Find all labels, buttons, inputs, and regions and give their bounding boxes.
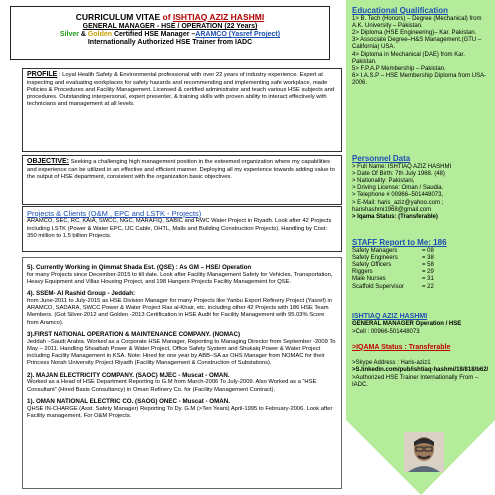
staff-row (352, 269, 490, 276)
education-heading: Educational Qualification (352, 6, 449, 15)
experience-body: Jeddah –Saudi Arabia. Worked as a Corporate HSE Manager, Reporting to Managing Director from September -2009 To May – 2011. Handling Shoaibah Power & Water Project, Office Safety System and Shukaiq Power & Water Project including Facility Management in KSA. Note: Hired for one year by ABB–SA as OHS Manager from NOMAC for their Princess Norah University Project Riyadh (Facility Management & Construction of Substations). (27, 338, 336, 367)
experience-title: 5). Currently Working in Qimmat Shada Est. (QSE) : As GM – HSE/ Operation (27, 264, 252, 271)
cert-amp: & (80, 31, 88, 38)
experience-title: 2). MAJAN ELECTRICITY COMPANY. (SAOC) MJEC - Muscat - OMAN. (27, 371, 230, 379)
education-section (352, 6, 490, 87)
staff-row (352, 262, 490, 269)
personal-item: > Telephone # 00966–501448073, (352, 192, 444, 199)
objective-heading: OBJECTIVE: (27, 158, 70, 165)
job-title: GENERAL MANAGER - HSE / OPERATION (22 Years) (82, 23, 258, 30)
candidate-name: ISHTIAQ AZIZ HASHMI (172, 12, 265, 22)
trainer-note: >Authorized HSE Trainer Internationally From – IADC. (352, 374, 479, 388)
staff-role: Male Nurses (352, 276, 386, 283)
profile-heading: PROFILE (27, 71, 58, 78)
personal-section (352, 154, 490, 221)
profile-text: : Loyal Health Safety & Environmental professional with over 22 years of industry experience. Expert at inspecting and evaluating workplaces for safety hazards and recommending and implementing safe workplace, made Policies & Procedures and Facility Management. Licensed & certified administrator and teach various HSE subjects and procedures. Outstanding interpersonal, expert presenter, & training skills with proven ability to interact effectively with technicians and management at all levels. (27, 72, 335, 108)
education-item: 2> Diploma (HSE Engineering)– Kar. Pakistan. (352, 29, 477, 36)
cert-silver: Silver (59, 31, 81, 38)
staff-count: = 31 (422, 276, 434, 283)
experience-item (27, 331, 337, 368)
cert-text: Certified HSE Manager – (113, 31, 196, 38)
email-link[interactable]: harishashmi1968@gmail.com (352, 206, 432, 213)
contact-name: ISHTIAQ AZIZ HASHMI (352, 313, 428, 320)
staff-role: Safety Engineers (352, 254, 398, 261)
staff-section (352, 238, 490, 291)
personal-item: > Date Of Birth: 7th July 1968. (48) (352, 170, 445, 177)
experience-body: QHSE IN-CHARGE (Asst. Safety Manager) Reporting To Dy. G.M (>Ten Years) April-1995 to February-2006. Look after Facility management. For O&M Projects. (27, 405, 333, 419)
experience-body: for many Projects since December-2015 to till date. Look after Facility Management Safety for Vehicles, Transportation, Heavy Equipment and Villas Housing Project, and 198 Hangers Projects Facility Management for QSE. (27, 271, 333, 285)
trainer-line: Internationally Authorized HSE Trainer from IADC (87, 39, 253, 46)
staff-role: Scaffold Supervisor (352, 283, 404, 290)
staff-row (352, 255, 490, 262)
staff-count: = 58 (422, 261, 434, 268)
staff-row (352, 284, 490, 291)
staff-row (352, 276, 490, 283)
experience-item (27, 372, 337, 394)
profile-section (22, 68, 342, 152)
cert-project: ARAMCO (Yasref Project) (195, 31, 281, 38)
staff-role: Safety Managers (352, 247, 398, 254)
staff-row (352, 248, 490, 255)
staff-count: = 38 (422, 254, 434, 261)
staff-role: Riggers (352, 269, 373, 276)
staff-count: = 22 (422, 283, 434, 290)
experience-title: 1). OMAN NATIONAL ELECTRIC CO. (SAOG) ONEC - Muscat - OMAN. (27, 397, 230, 405)
projects-text: ARAMCO, SEC, RC, KAIA, SWCC, NGC, MARAFIQ, SABIC and RWC Water Project in Riyadh. Look after 42 Projects including LSTK (Power & Water EPC, IJC Cable, OHTL, Malls and Building Construction Projects). Handling by Cost: 350 million to 1.5 billion Projects. (27, 218, 332, 239)
certification-line (11, 31, 329, 38)
skype-address: >Skype Address : Haris-aziz1 (352, 360, 431, 367)
experience-item (27, 398, 337, 420)
education-item: 4> Diploma in Mechanical (DAE) from Kar. Pakistan. (352, 51, 465, 65)
title-of: of (162, 12, 173, 22)
objective-section (22, 155, 342, 205)
title-prefix: CURRICULUM VITAE (75, 12, 163, 22)
education-item: 6> I.A.S.P – HSE Membership Diploma from USA-2006. (352, 73, 487, 87)
cert-golden: Golden (87, 31, 114, 38)
projects-section (22, 206, 342, 252)
profile-photo (404, 432, 444, 472)
personal-item: > Iqama Status: (Transferable) (352, 213, 438, 220)
experience-item (27, 290, 337, 327)
objective-text: Seeking a challenging high management position in the esteemed organization where my capabilities and experience can be utilized in an effective and efficient manner. Deploying all my experience towards adding value to the output of HSE department, consistent with the organization basic objectives. (27, 159, 335, 180)
email-link[interactable]: > E-Mail: haris_aziz@yahoo.com ; (352, 199, 444, 206)
sidebar-column (346, 0, 495, 495)
projects-heading: Projects & Clients (O&M , EPC and LSTK - Projects) (27, 209, 202, 218)
personal-item: > Full Name: ISHTIAQ AZIZ HASHMI (352, 163, 452, 170)
staff-count: = 08 (422, 247, 434, 254)
experience-section (22, 257, 342, 489)
education-item: 5> F.P.A.P Membership – Pakistan. (352, 65, 446, 72)
personal-item: > Nationality: Pakistani, (352, 177, 415, 184)
contact-section (352, 313, 490, 389)
education-item: 1> B. Tech (Honors) – Degree (Mechanical) from A.K. University – Pakistan. (352, 15, 482, 29)
cv-title (11, 12, 329, 22)
contact-cell: >Cell : 00966-501448073 (352, 328, 420, 335)
staff-heading: STAFF Report to Me: 186 (352, 238, 447, 247)
education-item: 3> Associate Degree–H&S Management.(GTU – California) USA. (352, 37, 482, 51)
cv-header (10, 6, 330, 60)
experience-body: Worked as a Head of HSE Department Reporting to G.M from March-2006 To July-2009. Also Worked as a “HSE Consultant” (Hired Basis Consultancy) in Oman Refinery Co. for (Facility Management Contract). (27, 379, 317, 393)
iqama-status: >IQAMA Status : Transferable (352, 343, 451, 351)
contact-role: GENERAL MANAGER Operation / HSE (352, 321, 462, 328)
experience-title: 4). SSEM- Al Rashid Group - Jeddah: (27, 290, 136, 298)
personal-heading: Personnel Data (352, 154, 411, 163)
linkedin-link[interactable]: >S.linkedin.com/pub/ishtiaq-hashmi/18/818/b62/ (352, 367, 489, 374)
experience-body: from June-2011 to July-2015 as HSE Division Manager for many Projects like Yanbu Export Refinery Project (Yasref) in ARAMCO, SADARA, SWCC Power & Water Project Ras al-Khair, etc. including other 42 Projects with 186 HSE Team Members. (Got Silver-2012 and Golden -2013 Certification in HSE Audit for Facility Management with 95.03% Score from Aramco). (27, 297, 333, 326)
experience-item (27, 264, 337, 286)
personal-item: > Driving License: Oman / Saudia. (352, 185, 444, 192)
experience-title: 3).FIRST NATIONAL OPERATION & MAINTENANCE COMPANY. (NOMAC) (27, 330, 241, 338)
staff-count: = 29 (422, 269, 434, 276)
staff-role: Safety Officers (352, 261, 392, 268)
